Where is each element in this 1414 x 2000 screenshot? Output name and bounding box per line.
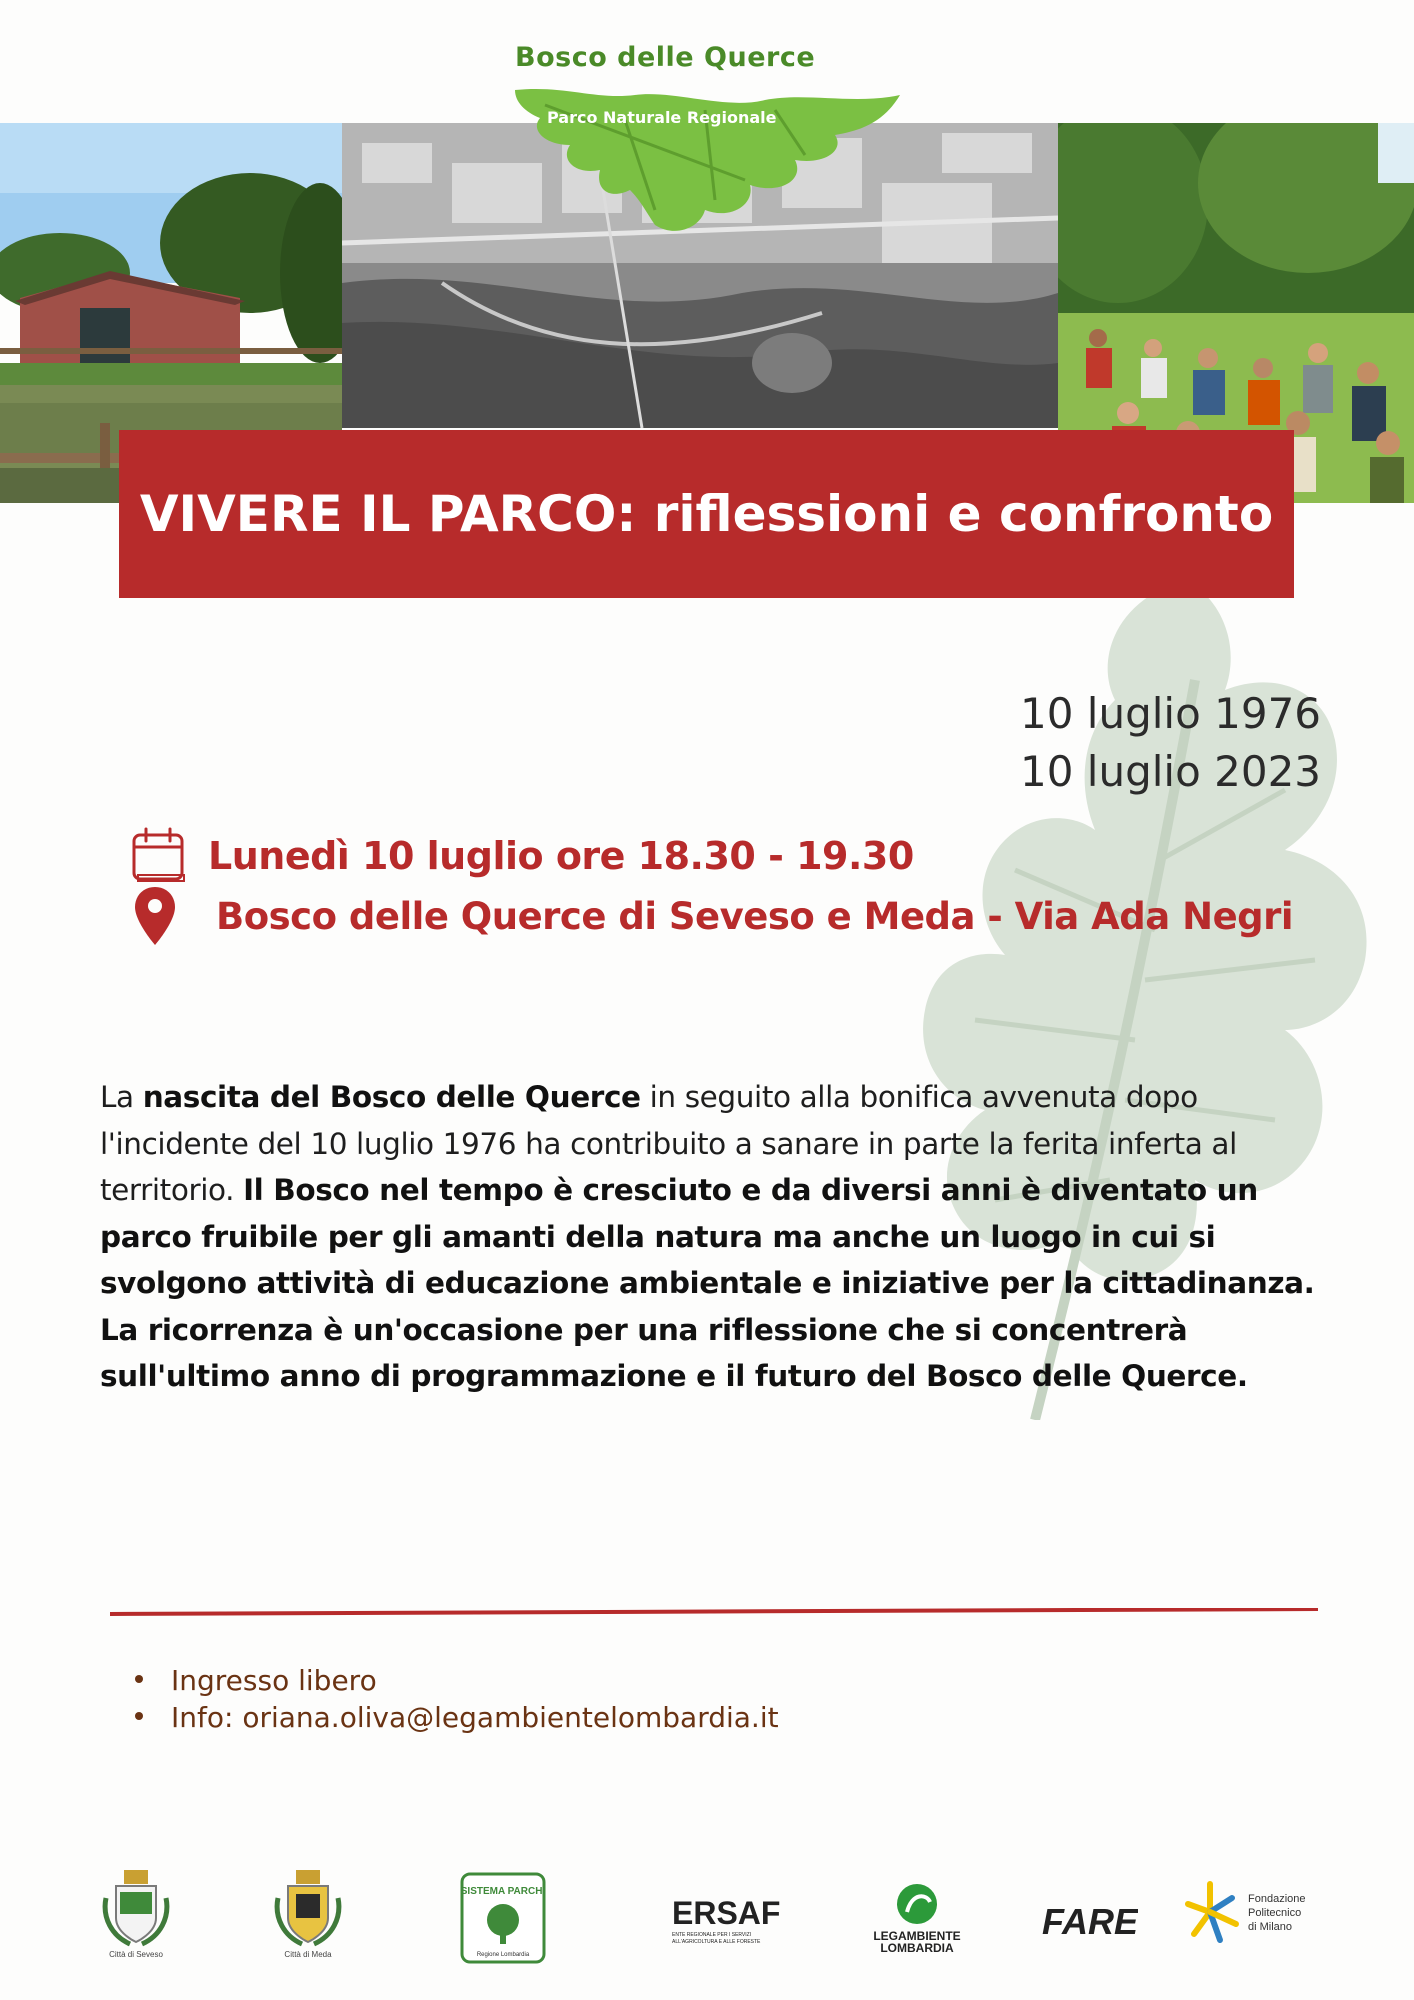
event-time: Lunedì 10 luglio ore 18.30 - 19.30 xyxy=(208,834,914,878)
list-item xyxy=(135,1699,779,1736)
bosco-delle-querce-logo xyxy=(505,30,905,240)
body-p1-b: nascita del Bosco delle Querce xyxy=(142,1080,641,1114)
body-p2: La ricorrenza è un'occasione per una riflessione che si concentrerà sull'ultimo anno di programmazione e il futuro del Bosco delle Querce. xyxy=(100,1312,1248,1393)
date-1976: 10 luglio 1976 xyxy=(1020,689,1322,738)
date-2023: 10 luglio 2023 xyxy=(1020,747,1322,796)
polimi-label-1: Fondazione xyxy=(1248,1893,1306,1905)
crest-icon xyxy=(100,1868,172,1950)
tree-icon xyxy=(460,1872,546,1964)
polimi-label-3: di Milano xyxy=(1248,1921,1293,1933)
title-banner xyxy=(119,430,1294,598)
divider-line xyxy=(110,1608,1318,1616)
sistema-parchi-label: SISTEMA PARCHI xyxy=(460,1886,546,1897)
event-location-row xyxy=(132,885,1293,947)
legambiente-label-2: LOMBARDIA xyxy=(880,1941,954,1955)
seveso-caption: Città di Seveso xyxy=(109,1950,163,1959)
seveso-crest-logo xyxy=(100,1868,172,1959)
body-p1-a: La xyxy=(100,1080,143,1114)
event-location: Bosco delle Querce di Seveso e Meda - Via Ada Negri xyxy=(216,894,1294,938)
ersaf-label: ERSAF xyxy=(672,1895,781,1931)
oak-leaf-icon xyxy=(505,50,900,240)
ersaf-logo xyxy=(670,1890,790,1950)
fare-label: FARE xyxy=(1042,1901,1138,1942)
crest-icon xyxy=(272,1868,344,1950)
list-item xyxy=(135,1662,779,1699)
info-list xyxy=(135,1662,779,1736)
anniversary-dates xyxy=(1020,685,1321,801)
bullet-icon xyxy=(135,1712,143,1720)
legambiente-label-1: LEGAMBIENTE xyxy=(873,1929,961,1943)
page-title: VIVERE IL PARCO: riflessioni e confronto xyxy=(139,485,1274,543)
map-pin-icon xyxy=(132,885,178,947)
fondazione-politecnico-logo xyxy=(1180,1874,1320,1954)
fare-logo xyxy=(1038,1890,1138,1950)
partner-logos xyxy=(0,1860,1414,1970)
calendar-icon xyxy=(130,825,186,887)
meda-crest-logo xyxy=(272,1868,344,1959)
body-p1-c: in seguito alla bonifica avvenuta dopo l'incidente del 10 luglio 1976 ha contribuito a sanare in parte la ferita inferta al territorio. xyxy=(100,1080,1237,1207)
sistema-parchi-sub: Regione Lombardia xyxy=(476,1952,530,1958)
sunburst-icon xyxy=(1188,1884,1236,1940)
legambiente-logo xyxy=(862,1882,972,1962)
bullet-entrance: Ingresso libero xyxy=(171,1664,377,1697)
bullet-info-email[interactable]: Info: oriana.oliva@legambientelombardia.it xyxy=(171,1701,779,1734)
meda-caption: Città di Meda xyxy=(284,1950,332,1959)
event-time-row xyxy=(130,825,914,887)
logo-subtitle: Parco Naturale Regionale xyxy=(547,108,777,127)
sistema-parchi-logo xyxy=(460,1872,546,1964)
ersaf-sub1: ENTE REGIONALE PER I SERVIZI xyxy=(672,1932,752,1938)
ersaf-sub2: ALL'AGRICOLTURA E ALLE FORESTE xyxy=(672,1939,761,1945)
logo-title: Bosco delle Querce xyxy=(515,42,816,73)
polimi-label-2: Politecnico xyxy=(1248,1907,1302,1919)
body-p1-d: Il Bosco nel tempo è cresciuto e da diversi anni è diventato un parco fruibile per gli amanti della natura ma anche un luogo in cui si svolgono attività di educazione ambientale e iniziative per la cittadinanza. xyxy=(100,1173,1315,1300)
bullet-icon xyxy=(135,1675,143,1683)
description-text xyxy=(100,1074,1330,1400)
legambiente-icon xyxy=(897,1884,937,1924)
